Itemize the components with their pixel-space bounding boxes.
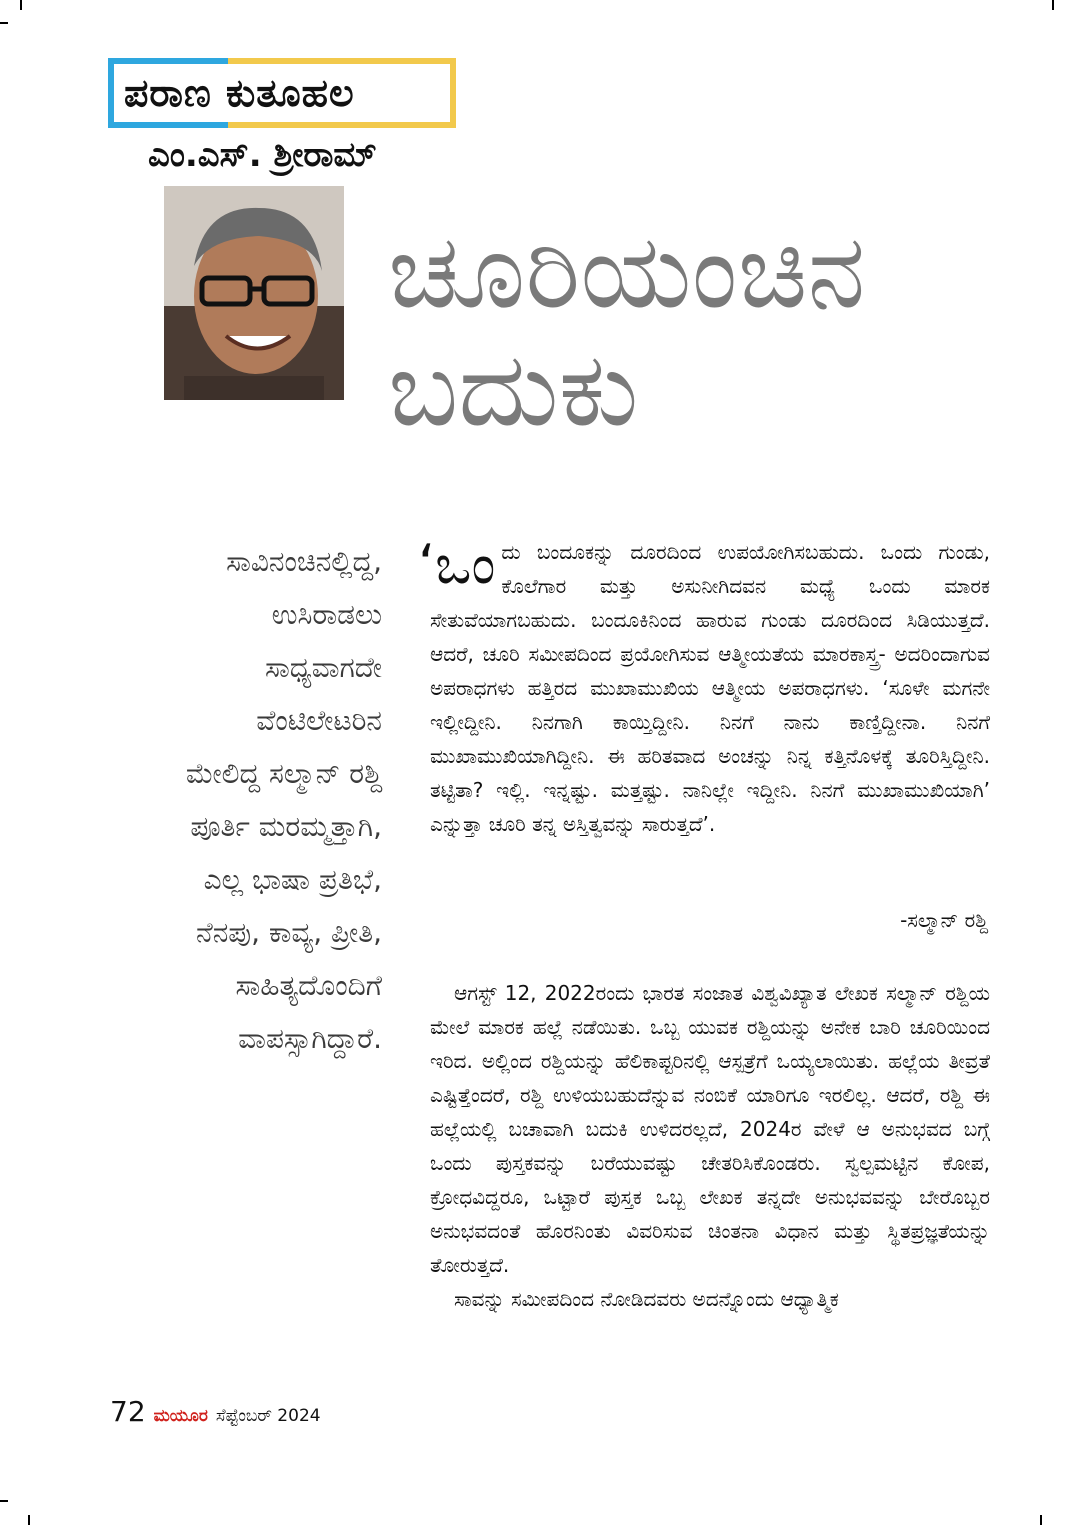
pull-quote-line: ನೆನಪು, ಕಾವ್ಯ, ಪ್ರೀತಿ, <box>196 916 382 949</box>
page-number: 72 <box>110 1395 146 1428</box>
author-portrait <box>164 186 344 400</box>
pull-quote-line: ಎಲ್ಲ ಭಾಷಾ ಪ್ರತಿಭೆ, <box>203 863 382 896</box>
pull-quote-line: ಪೂರ್ತಿ ಮರಮ್ಮತ್ತಾಗಿ, <box>190 810 382 843</box>
portrait-illustration <box>164 186 344 400</box>
title-line: ಬದುಕು <box>388 328 639 450</box>
pull-quote-line: ಸಾವಿನಂಚಿನಲ್ಲಿದ್ದ, <box>226 545 382 578</box>
opening-quote <box>418 533 990 841</box>
pull-quote-line: ಸಾಧ್ಯವಾಗದೇ <box>265 651 382 684</box>
crop-mark <box>28 1515 30 1525</box>
pull-quote-line: ಮೇಲಿದ್ದ ಸಲ್ಮಾನ್ ರಶ್ದಿ <box>185 757 382 790</box>
crop-mark <box>20 0 22 10</box>
pull-quote <box>102 535 382 1065</box>
author-name: ಎಂ.ಎಸ್. ಶ್ರೀರಾಮ್ <box>148 135 377 175</box>
article-title <box>388 212 1028 448</box>
article-body <box>430 976 990 1316</box>
title-line: ಚೂರಿಯಂಚಿನ <box>388 210 866 332</box>
pull-quote-line: ಉಸಿರಾಡಲು <box>271 598 382 631</box>
crop-mark <box>1040 1515 1042 1525</box>
crop-mark <box>0 22 8 24</box>
body-paragraph: ಸಾವನ್ನು ಸಮೀಪದಿಂದ ನೋಡಿದವರು ಅದನ್ನೊಂದು ಆಧ್ಯಾತ್ಮಿಕ <box>454 1287 839 1311</box>
issue-date: ಸೆಪ್ಟೆಂಬರ್ 2024 <box>215 1406 321 1426</box>
quote-text: ದು ಬಂದೂಕನ್ನು ದೂರದಿಂದ ಉಪಯೋಗಿಸಬಹುದು. ಒಂದು ಗುಂಡು, ಕೊಲೆಗಾರ ಮತ್ತು ಅಸುನೀಗಿದವನ ಮಧ್ಯೆ ಒಂದು ಮಾರಕ ಸೇತುವೆಯಾಗಬಹುದು. ಬಂದೂಕಿನಿಂದ ಹಾರುವ ಗುಂಡು ದೂರದಿಂದ ಸಿಡಿಯುತ್ತದೆ. ಆದರೆ, ಚೂರಿ ಸಮೀಪದಿಂದ ಪ್ರಯೋಗಿಸುವ ಆತ್ಮೀಯತೆಯ ಮಾರಕಾಸ್ತ್ರ- ಅದರಿಂದಾಗುವ ಅಪರಾಧಗಳು ಹತ್ತಿರದ ಮುಖಾಮುಖಿಯ ಆತ್ಮೀಯ ಅಪರಾಧಗಳು. ‘ಸೂಳೇ ಮಗನೇ ಇಲ್ಲೀದ್ದೀನಿ. ನಿನಗಾಗಿ ಕಾಯ್ತಿದ್ದೀನಿ. ನಿನಗೆ ನಾನು ಕಾಣ್ತಿದ್ದೀನಾ. ನಿನಗೆ ಮುಖಾಮುಖಿಯಾಗಿದ್ದೀನಿ. ಈ ಹರಿತವಾದ ಅಂಚನ್ನು ನಿನ್ನ ಕತ್ತಿನೊಳಕ್ಕೆ ತೂರಿಸ್ತಿದ್ದೀನಿ. ತಟ್ಟಿತಾ? ಇಲ್ಲಿ. ಇನ್ನಷ್ಟು. ಮತ್ತಷ್ಟು. ನಾನಿಲ್ಲೇ ಇದ್ದೀನಿ. ನಿನಗೆ ಮುಖಾಮುಖಿಯಾಗಿ’ ಎನ್ನುತ್ತಾ ಚೂರಿ ತನ್ನ ಅಸ್ತಿತ್ವವನ್ನು ಸಾರುತ್ತದೆ’. <box>430 540 990 836</box>
magazine-logo: ಮಯೂರ <box>153 1406 208 1426</box>
page-footer <box>110 1395 321 1428</box>
pull-quote-line: ವಾಪಸ್ಸಾಗಿದ್ದಾರೆ. <box>238 1022 382 1055</box>
body-paragraph: ಆಗಸ್ಟ್ 12, 2022ರಂದು ಭಾರತ ಸಂಜಾತ ವಿಶ್ವವಿಖ್ಯಾತ ಲೇಖಕ ಸಲ್ಮಾನ್ ರಶ್ದಿಯ ಮೇಲೆ ಮಾರಕ ಹಲ್ಲೆ ನಡೆಯಿತು. ಒಬ್ಬ ಯುವಕ ರಶ್ದಿಯನ್ನು ಅನೇಕ ಬಾರಿ ಚೂರಿಯಿಂದ ಇರಿದ. ಅಲ್ಲಿಂದ ರಶ್ದಿಯನ್ನು ಹೆಲಿಕಾಪ್ಟರಿನಲ್ಲಿ ಆಸ್ಪತ್ರೆಗೆ ಒಯ್ಯಲಾಯಿತು. ಹಲ್ಲೆಯ ತೀವ್ರತೆ ಎಷ್ಟಿತ್ತೆಂದರೆ, ರಶ್ದಿ ಉಳಿಯಬಹುದೆನ್ನುವ ನಂಬಿಕೆ ಯಾರಿಗೂ ಇರಲಿಲ್ಲ. ಆದರೆ, ರಶ್ದಿ ಈ ಹಲ್ಲೆಯಲ್ಲಿ ಬಚಾವಾಗಿ ಬದುಕಿ ಉಳಿದರಲ್ಲದೆ, 2024ರ ವೇಳೆ ಆ ಅನುಭವದ ಬಗ್ಗೆ ಒಂದು ಪುಸ್ತಕವನ್ನು ಬರೆಯುವಷ್ಟು ಚೇತರಿಸಿಕೊಂಡರು. ಸ್ವಲ್ಪಮಟ್ಟಿನ ಕೋಪ, ಕ್ರೋಧವಿದ್ದರೂ, ಒಟ್ಟಾರೆ ಪುಸ್ತಕ ಒಬ್ಬ ಲೇಖಕ ತನ್ನದೇ ಅನುಭವವನ್ನು ಬೇರೊಬ್ಬರ ಅನುಭವದಂತೆ ಹೊರನಿಂತು ವಿವರಿಸುವ ಚಿಂತನಾ ವಿಧಾನ ಮತ್ತು ಸ್ಥಿತಪ್ರಜ್ಞತೆಯನ್ನು ತೋರುತ್ತದೆ. <box>430 981 990 1277</box>
column-masthead <box>108 58 456 128</box>
pull-quote-line: ವೆಂಟಿಲೇಟರಿನ <box>256 704 382 737</box>
masthead-text: ಪರಾಣ ಕುತೂಹಲ <box>124 70 355 115</box>
drop-cap: ‘ಒಂ <box>418 533 496 596</box>
crop-mark <box>0 1500 8 1502</box>
crop-mark <box>1052 0 1054 10</box>
pull-quote-line: ಸಾಹಿತ್ಯದೊಂದಿಗೆ <box>235 969 382 1002</box>
quote-attribution: -ಸಲ್ಮಾನ್ ರಶ್ದಿ <box>900 908 988 932</box>
